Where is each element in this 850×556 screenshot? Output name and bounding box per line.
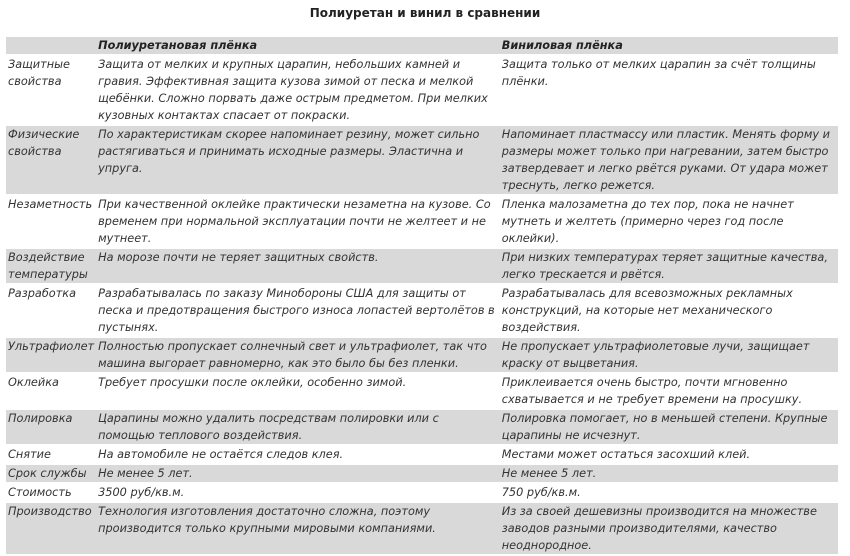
- table-row: [6, 249, 838, 283]
- polyurethane-cell: На морозе почти не теряет защитных свойств.: [96, 249, 500, 283]
- vinyl-cell: Полировка помогает, но в меньшей степени. Крупные царапины не исчезнут.: [500, 410, 838, 444]
- table-row: [6, 126, 838, 194]
- table-row: [6, 484, 838, 501]
- row-label: Снятие: [6, 446, 96, 463]
- page-title: Полиуретан и винил в сравнении: [309, 6, 541, 20]
- column-header-vinyl: Виниловая плёнка: [500, 37, 838, 54]
- vinyl-cell: Из за своей дешевизны производится на множестве заводов разными производителями, качество неоднородное.: [500, 503, 838, 554]
- vinyl-cell: При низких температурах теряет защитные качества, легко трескается и рвётся.: [500, 249, 838, 283]
- polyurethane-cell: 3500 руб/кв.м.: [96, 484, 500, 501]
- table-row: [6, 465, 838, 482]
- polyurethane-cell: Полностью пропускает солнечный свет и ультрафиолет, так что машина выгорает равномерно, как это было бы без пленки.: [96, 338, 500, 372]
- polyurethane-cell: По характеристикам скорее напоминает резину, может сильно растягиваться и принимать исходные размеры. Эластична и упруга.: [96, 126, 500, 194]
- vinyl-cell: Пленка малозаметна до тех пор, пока не начнет мутнеть и желтеть (примерно через год после оклейки).: [500, 196, 838, 247]
- table-row: [6, 446, 838, 463]
- row-label: Производство: [6, 503, 96, 554]
- row-label: Защитные свойства: [6, 56, 96, 124]
- table-row: [6, 56, 838, 124]
- table-header-row: [6, 37, 838, 54]
- vinyl-cell: Не пропускает ультрафиолетовые лучи, защищает краску от выцветания.: [500, 338, 838, 372]
- row-label: Оклейка: [6, 374, 96, 408]
- table-row: [6, 338, 838, 372]
- vinyl-cell: 750 руб/кв.м.: [500, 484, 838, 501]
- column-header-polyurethane: Полиуретановая плёнка: [96, 37, 500, 54]
- vinyl-cell: Разрабатывалась для всевозможных рекламных конструкций, на которые нет механического воздействия.: [500, 285, 838, 336]
- vinyl-cell: Защита только от мелких царапин за счёт толщины плёнки.: [500, 56, 838, 124]
- vinyl-cell: Местами может остаться засохший клей.: [500, 446, 838, 463]
- row-label: Незаметность: [6, 196, 96, 247]
- table-row: [6, 196, 838, 247]
- polyurethane-cell: При качественной оклейке практически незаметна на кузове. Со временем при нормальной эксплуатации почти не желтеет и не мутнеет.: [96, 196, 500, 247]
- table-row: [6, 503, 838, 554]
- table-row: [6, 285, 838, 336]
- polyurethane-cell: Защита от мелких и крупных царапин, небольших камней и гравия. Эффективная защита кузова зимой от песка и мелкой щебёнки. Сложно порвать даже острым предметом. При мелких кузовных контактах спасает от покраски.: [96, 56, 500, 124]
- row-label: Срок службы: [6, 465, 96, 482]
- polyurethane-cell: Разрабатывалась по заказу Минобороны США для защиты от песка и предотвращения быстрого износа лопастей вертолётов в пустынях.: [96, 285, 500, 336]
- row-label: Стоимость: [6, 484, 96, 501]
- vinyl-cell: Напоминает пластмассу или пластик. Менять форму и размеры может только при нагревании, затем быстро затвердевает и легко рвётся руками. От удара может треснуть, легко режется.: [500, 126, 838, 194]
- column-header-label: [6, 37, 96, 54]
- polyurethane-cell: Царапины можно удалить посредствам полировки или с помощью теплового воздействия.: [96, 410, 500, 444]
- vinyl-cell: Приклеивается очень быстро, почти мгновенно схватывается и не требует времени на просушку.: [500, 374, 838, 408]
- row-label: Полировка: [6, 410, 96, 444]
- polyurethane-cell: Требует просушки после оклейки, особенно зимой.: [96, 374, 500, 408]
- comparison-table: [6, 35, 838, 556]
- polyurethane-cell: На автомобиле не остаётся следов клея.: [96, 446, 500, 463]
- polyurethane-cell: Не менее 5 лет.: [96, 465, 500, 482]
- row-label: Ультрафиолет: [6, 338, 96, 372]
- table-row: [6, 410, 838, 444]
- table-row: [6, 374, 838, 408]
- row-label: Разработка: [6, 285, 96, 336]
- row-label: Воздействие температуры: [6, 249, 96, 283]
- polyurethane-cell: Технология изготовления достаточно сложна, поэтому производится только крупными мировыми компаниями.: [96, 503, 500, 554]
- row-label: Физические свойства: [6, 126, 96, 194]
- vinyl-cell: Не менее 5 лет.: [500, 465, 838, 482]
